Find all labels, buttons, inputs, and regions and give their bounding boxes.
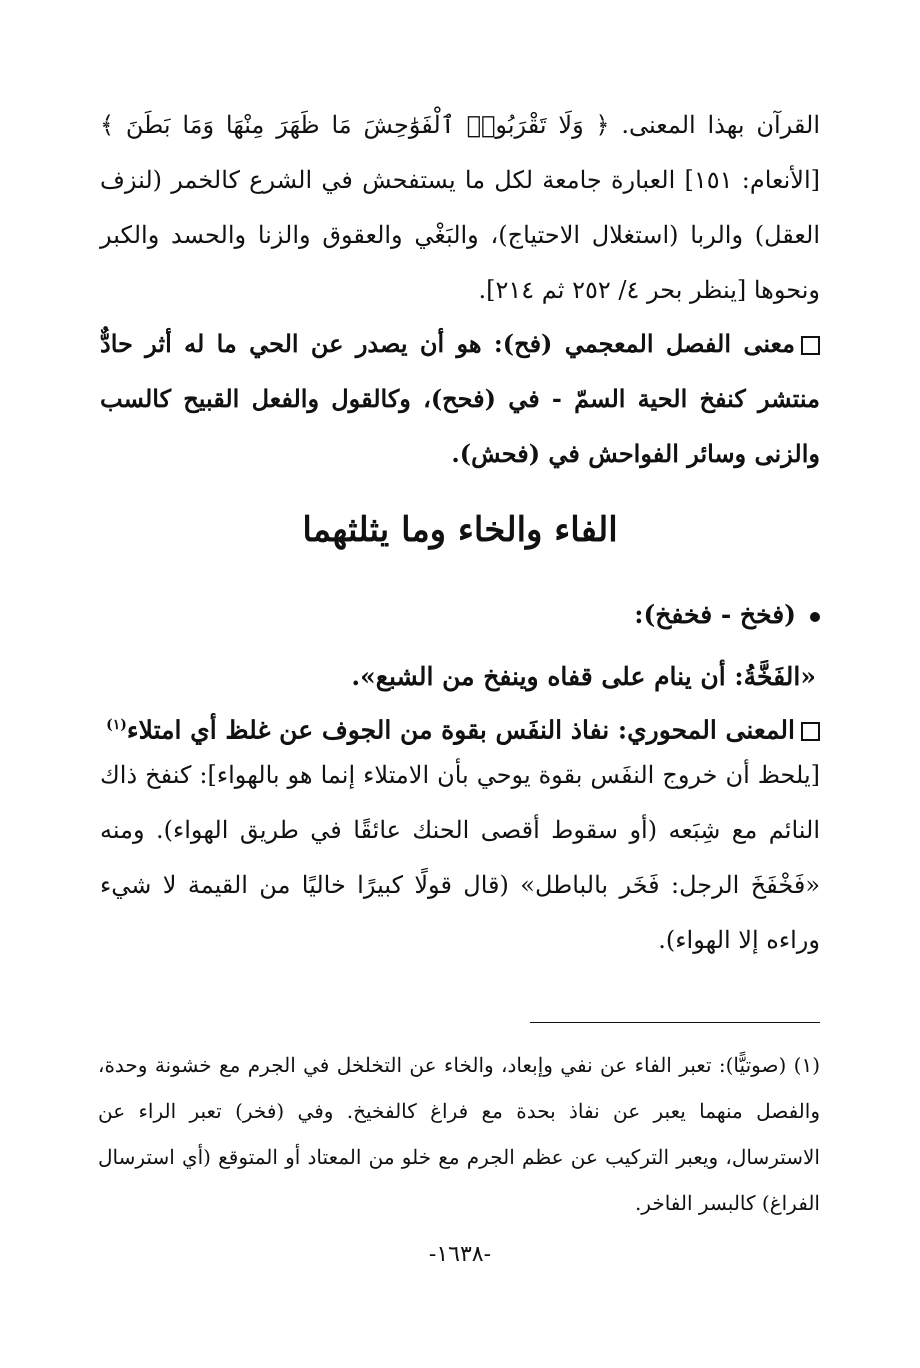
entry-headword-text: (فخخ - فخفخ): bbox=[634, 600, 796, 629]
section-heading: الفاء والخاء وما يثلثهما bbox=[302, 510, 618, 550]
footnote-divider bbox=[530, 1022, 820, 1023]
paragraph-lexical-section-text: معنى الفصل المعجمي (فح): هو أن يصدر عن الحي ما له أثر حادٌّ منتشر كنفخ الحية السمّ - في (فحح)، وكالقول والفعل القبيح كالسب والزنى وسائر الفواحش في (فحش). bbox=[100, 329, 820, 468]
footnote-reference: (١) bbox=[106, 717, 127, 733]
entry-quote: «الفَخَّةُ: أن ينام على قفاه وينفخ من الشبع». bbox=[351, 662, 816, 691]
entry-core-meaning-text: المعنى المحوري: نفاذ النفَس بقوة من الجوف عن غلظ أي امتلاء bbox=[126, 715, 795, 745]
paragraph-lexical-section-meaning bbox=[100, 316, 820, 481]
paragraph-explanation: [يلحظ أن خروج النفَس بقوة يوحي بأن الامتلاء إنما هو بالهواء]: كنفخ ذاك النائم مع شِبَعه (أو سقوط أقصى الحنك عائقًا في طريق الهواء). ومنه «فَخْفَخَ الرجل: فَخَر بالباطل» (قال قولًا كبيرًا خاليًا من القيمة لا شيء وراءه إلا الهواء). bbox=[100, 761, 820, 954]
paragraph-quran-meaning: القرآن بهذا المعنى. ﴿ وَلَا تَقْرَبُوا۟ ٱلْفَوَٰحِشَ مَا ظَهَرَ مِنْهَا وَمَا بَطَنَ ﴾ [الأنعام: ١٥١] العبارة جامعة لكل ما يستفحش في الشرع كالخمر (لنزف العقل) والربا (استغلال الاحتياج)، والبَغْي والعقوق والزنا والحسد والكبر ونحوها [ينظر بحر ٤/ ٢٥٢ ثم ٢١٤]. bbox=[100, 111, 820, 304]
entry-headword bbox=[100, 590, 820, 640]
bullet-icon bbox=[810, 612, 820, 622]
footnote: (١) (صوتيًّا): تعبر الفاء عن نفي وإبعاد، والخاء عن التخلخل في الجرم مع خشونة وحدة، والفصل منهما يعبر عن نفاذ بحدة مع فراغ كالفخيخ. وفي (فخر) تعبر الراء عن الاسترسال، ويعبر التركيب عن عظم الجرم مع خلو من المعتاد أو المتوقع (أي استرسال الفراغ) كالبسر الفاخر. bbox=[98, 1053, 820, 1215]
square-marker-icon bbox=[801, 336, 820, 355]
page-number: -١٦٣٨- bbox=[428, 1242, 492, 1267]
square-marker-icon bbox=[801, 722, 820, 741]
